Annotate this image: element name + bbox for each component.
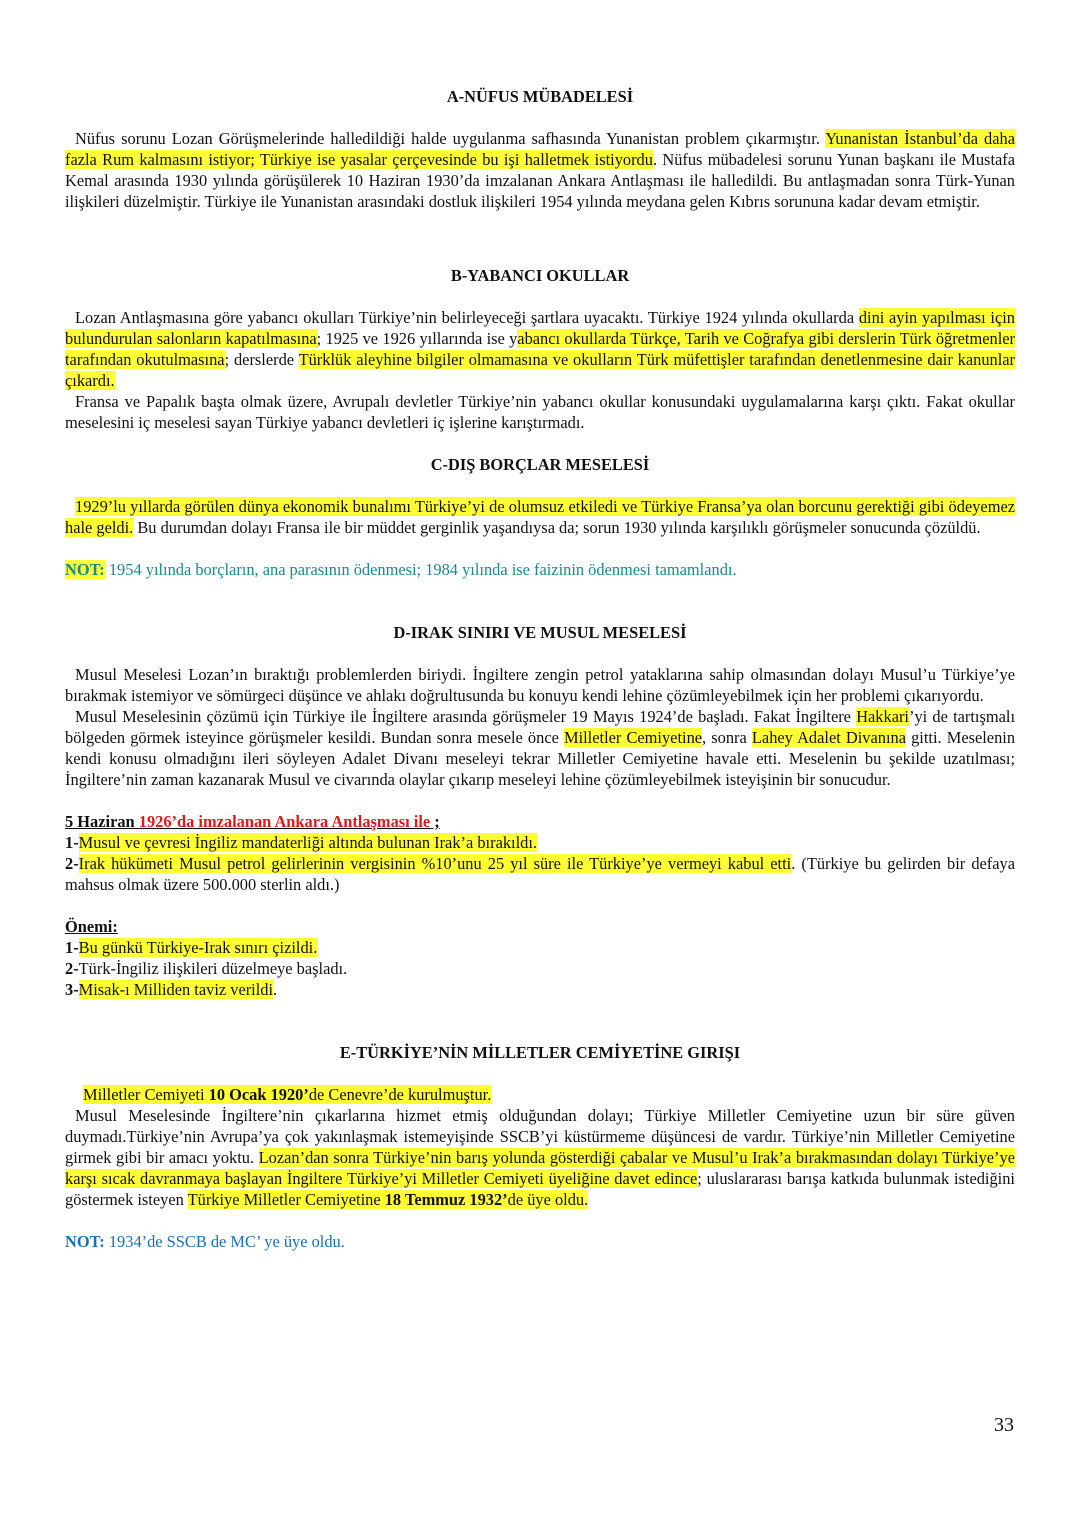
highlighted-text: de Cenevre’de kurulmuştur. [308,1085,492,1104]
text-run: Nüfus sorunu Lozan Görüşmelerinde halledildiği halde uygulanma safhasında Yunanistan problem çıkarmıştır. [75,129,826,148]
highlighted-text: Bu günkü Türkiye-Irak sınırı çizildi. [78,938,318,957]
highlighted-text: abancı okullarda Türkçe, Tarih ve Coğrafya gibi derslerin Türk öğretmenler tarafından okutulmasına [65,329,1015,369]
text-run: Musul Meselesinin çözümü için Türkiye ile İngiltere arasında görüşmeler 19 Mayıs 1924’de başladı. Fakat İngiltere [75,707,857,726]
text-run: Musul Meselesinde İngiltere’nin çıkarlarına hizmet etmiş olduğundan dolayı; Türkiye Milletler Cemiyetine uzun bir süre güven duymadı.Türkiye’nin Avrupa’ya çok yakınlaşmak istemeyişinde SSCB’yi küstürmeme düşüncesi de vardır. Türkiye’nin Milletler Cemiyetine girmek gibi bir amacı yoktu. [65,1106,1015,1167]
section-a-paragraph [65,128,1015,212]
highlighted-text: Irak hükümeti Musul petrol gelirlerinin vergisinin %10’unu 25 yıl süre ile Türkiye’ye vermeyi kabul etti [78,854,792,873]
text-run: Türk-İngiliz ilişkileri düzelmeye başladı. [78,959,348,978]
section-e-paragraph-1 [65,1084,1015,1105]
highlighted-text: Misak-ı Milliden taviz verildi [78,980,274,999]
section-d-paragraph-2 [65,706,1015,790]
section-e-title: E-TÜRKİYE’NİN MİLLETLER CEMİYETİNE GIRIŞI [339,1043,741,1062]
note-label: NOT: [65,1232,105,1251]
section-e-paragraph-2 [65,1105,1015,1210]
highlighted-text: Türkiye Milletler Cemiyetine [187,1190,385,1209]
text-run: , sonra [702,728,752,747]
section-e-note [65,1231,1015,1252]
section-c-title: C-DIŞ BORÇLAR MESELESİ [430,455,650,474]
text-run: Lozan Antlaşmasına göre yabancı okulları Türkiye’nin belirleyeceği şartlara uyacaktı. Türkiye 1924 yılında okullarda [75,308,859,327]
importance-item-3 [65,979,1015,1000]
item-number: 2- [65,854,79,873]
text-run: . Nüfus mübadelesi sorunu Yunan başkanı ile Mustafa Kemal arasında 1930 yılında görüşülerek 10 Haziran 1930’da imzalanan Ankara Antlaşması ile halledildi. Bu antlaşmadan sonra Türk-Yunan ilişkileri düzelmiştir. Türkiye ile Yunanistan arasındaki dostluk ilişkileri 1954 yılında meydana gelen Kıbrıs sorununa kadar devam etmiştir. [65,150,1016,211]
section-b-paragraph-2: Fransa ve Papalık başta olmak üzere, Avrupalı devletler Türkiye’nin yabancı okullar konusundaki uygulamalarına karşı çıktı. Fakat okullar meselesini iç meselesi sayan Türkiye yabancı devletleri iç işlerine karıştırmadı. [65,392,1015,432]
treaty-item-2 [65,853,1015,895]
highlighted-text: Milletler Cemiyetine [564,728,703,747]
text-run: . [273,980,278,999]
importance-item-2 [65,958,1015,979]
item-number: 2- [65,959,79,978]
item-number: 1- [65,938,79,957]
importance-heading: Önemi: [65,917,118,936]
section-c-note [65,559,1015,580]
section-c-paragraph [65,496,1015,538]
text-run: ’yi de tartışmalı bölgeden görmek isteyince görüşmeler kesildi. Bundan sonra mesele önce [65,707,1015,747]
item-number: 3- [65,980,79,999]
importance-item-1 [65,937,1015,958]
text-run: gitti. Meselenin kendi konusu olmadığını ileri söyleyen Adalet Divanı meseleyi tekrar Milletler Cemiyetine havale etti. Meselenin bu şekilde uzatılması; İngiltere’nin zaman kazanarak Musul ve civarında olaylar çıkarıp meseleyi lehine çözümleyebilmek isteyişinin bir sonucudur. [65,728,1016,789]
highlighted-text: dini ayin yapılması için bulundurulan salonların kapatılmasına [65,308,1015,348]
section-b-paragraph-1 [65,307,1015,391]
highlighted-text: de üye oldu. [507,1190,589,1209]
treaty-item-1 [65,832,1015,853]
highlighted-text: Hakkari [856,707,909,726]
highlighted-text: Yunanistan İstanbul’da daha fazla Rum kalmasını istiyor; Türkiye ise yasalar çerçevesinde bu işi halletmek istiyordu [65,129,1015,169]
item-number: 1- [65,833,79,852]
page-content [65,86,1015,1252]
text-run: ; uluslararası barışa katkıda bulunmak istediğini göstermek isteyen [65,1169,1015,1209]
highlighted-date: 10 Ocak 1920’ [208,1085,309,1104]
note-text: 1934’de SSCB de MC’ ye üye oldu. [104,1232,345,1251]
section-d-paragraph-1: Musul Meselesi Lozan’ın bıraktığı problemlerden biriydi. İngiltere zengin petrol yataklarına sahip olmasından dolayı Musul’u Türkiye’ye bırakmak istemiyor ve sömürgeci düşünce ve ahlakı doğrultusunda bu konuyu kendi lehine çözümleyebilmek için her problemi çıkarıyordu. [65,665,1015,705]
highlighted-date: 18 Temmuz 1932’ [384,1190,508,1209]
note-text: 1954 yılında borçların, ana parasının ödenmesi; 1984 yılında ise faizinin ödenmesi tamamlandı. [104,560,737,579]
section-a-title: A-NÜFUS MÜBADELESİ [446,87,634,106]
treaty-name: 1926’da imzalanan Ankara Antlaşması ile [138,812,431,831]
highlighted-text: Milletler Cemiyeti [83,1085,209,1104]
section-d-title: D-IRAK SINIRI VE MUSUL MESELESİ [393,623,687,642]
highlighted-text: Lozan’dan sonra Türkiye’nin barış yolunda gösterdiği çabalar ve Musul’u Irak’a bırakmasından dolayı Türkiye’ye karşı sıcak davranmaya başlayan İngiltere Türkiye’yi Milletler Cemiyeti üyeliğine davet edince [65,1148,1015,1188]
highlighted-text: Musul ve çevresi İngiliz mandaterliği altında bulunan Irak’a bırakıldı. [78,833,537,852]
page-number: 33 [994,1414,1014,1436]
treaty-date: 5 Haziran [65,812,139,831]
highlighted-text: 1929’lu yıllarda görülen dünya ekonomik bunalımı Türkiye’yi de olumsuz etkiledi ve Türkiye Fransa’ya olan borcunu gerektiği gibi ödeyemez hale geldi. [65,497,1015,537]
text-run: ; 1925 ve 1926 yıllarında ise y [316,329,518,348]
note-label: NOT: [65,560,105,579]
section-b-title: B-YABANCI OKULLAR [450,266,630,285]
text-run: ; derslerde [224,350,299,369]
treaty-heading [65,811,1015,832]
text-run: Bu durumdan dolayı Fransa ile bir müddet gerginlik yaşandıysa da; sorun 1930 yılında karşılıklı görüşmeler sonucunda çözüldü. [133,518,981,537]
highlighted-text: Lahey Adalet Divanına [751,728,906,747]
highlighted-text: Türklük aleyhine bilgiler olmamasına ve okulların Türk müfettişler tarafından denetlenmesine dair kanunlar çıkardı. [65,350,1015,390]
text-run: . (Türkiye bu gelirden bir defaya mahsus olmak üzere 500.000 sterlin aldı.) [65,854,1015,894]
treaty-colon: ; [430,812,440,831]
